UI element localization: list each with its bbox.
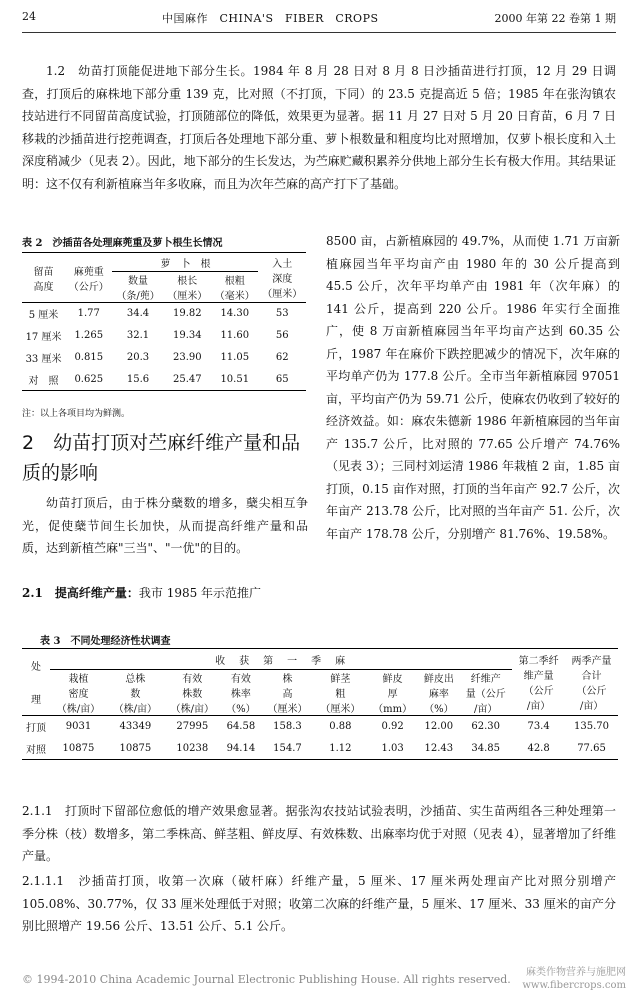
t2-head-text: 根长 xyxy=(177,276,198,287)
t3-head-text: 合计 xyxy=(581,671,602,682)
section-2-1-1-paragraph: 2.1.1 打顶时下留部位愈低的增产效果愈显著。据张沟农技站试验表明，沙插苗、实生苗两组各三种处理第一季分株（枝）数增多，第二季株高、鲜茎粗、鲜皮厚、有效株数、出麻率均优于对照（见表 4），显著增加了纤维产量。 xyxy=(22,804,616,863)
table-cell: 0.815 xyxy=(74,352,104,363)
t2-head-text: （厘米） xyxy=(262,289,303,300)
section-1-2-paragraph: 1.2 幼苗打顶能促进地下部分生长。1984 年 8 月 28 日对 8 月 8 日沙插苗进行打顶，12 月 29 日调查，打顶后的麻株地下部分重 139 克，比对照（不打顶，下同）的 23.5 克提高近 5 倍；1985 年在张沟镇农技站进行不同留苗高度试验，打顶随部位的降低，效果更为显著。据 11 月 27 日对 5 月 20 日育苗，6 月 7 日移栽的沙插苗进行挖蔸调查，打顶后各处理地下部分重、萝卜根数量和粗度均比对照增加，仅萝卜根长度和入土深度稍减少（见表 2）。因此，地下部分的生长发达，为苎麻贮藏积累养分供地上部分生长有极大作用。其结果证明：这不仅有利新植麻当年多收麻，而且为次年苎麻的高产打下了基础。 xyxy=(22,64,616,191)
table-cell: 73.4 xyxy=(527,721,550,733)
watermark-line: 麻类作物营养与施肥网 xyxy=(526,967,626,978)
section-2-paragraph: 幼苗打顶后，由于株分蘖数的增多，蘖尖相互争光，促使蘖节间生长加快，从而提高纤维产量和品质，达到新植苎麻"三当"、"一优"的目的。 xyxy=(22,496,308,555)
t3-head-text: 高 xyxy=(282,689,293,700)
table-cell: 34.4 xyxy=(126,308,150,320)
t2-head-depth xyxy=(258,253,306,303)
t3-sub-head xyxy=(459,670,512,716)
table-cell: 19.82 xyxy=(172,308,202,320)
t2-head-text: 深度 xyxy=(272,274,293,285)
watermark xyxy=(522,966,626,992)
t3-head-text: 理 xyxy=(31,695,41,706)
table-cell: 5 厘米 xyxy=(28,310,59,322)
t2-head-text: 入土 xyxy=(272,259,293,270)
table-cell: 1.77 xyxy=(77,308,100,320)
t3-head-text: /亩） xyxy=(579,701,604,712)
table-cell: 135.70 xyxy=(574,721,610,733)
t3-head-text: 总株 xyxy=(125,674,146,685)
t3-head-chuli xyxy=(22,649,50,716)
table-cell: 0.625 xyxy=(74,373,104,385)
t3-head-text: （株/亩） xyxy=(113,704,158,715)
table-cell: 32.1 xyxy=(126,330,150,341)
table-cell: 43349 xyxy=(119,721,152,733)
table-cell: 20.3 xyxy=(126,352,150,363)
table-2-title: 表 2 沙插苗各处理麻蔸重及萝卜根生长情况 xyxy=(22,238,223,249)
issue-info: 2000 年第 22 卷第 1 期 xyxy=(494,12,616,25)
table-cell: 62 xyxy=(275,352,289,363)
t3-head-text: 厚 xyxy=(387,689,398,700)
t3-head-text: /亩） xyxy=(474,704,498,715)
t2-head-text: 留苗 xyxy=(33,266,54,278)
page-number: 24 xyxy=(22,10,36,23)
t3-head-text: 数 xyxy=(130,689,141,700)
t3-head-text: （厘米） xyxy=(267,704,308,715)
table-cell: 12.43 xyxy=(424,742,454,754)
t3-sub-head xyxy=(164,670,221,716)
table-3-title: 表 3 不同处理经济性状调查 xyxy=(40,636,171,647)
t3-head-text: （公斤 xyxy=(523,686,554,697)
table-cell: 62.30 xyxy=(471,721,501,733)
t3-head-text: 维产量 xyxy=(523,671,554,682)
table-cell: 1.265 xyxy=(74,330,104,341)
t2-head-height xyxy=(22,253,65,303)
journal-name: 中国麻作 CHINA'S FIBER CROPS xyxy=(162,12,379,25)
table-cell: 34.85 xyxy=(471,742,501,754)
t3-head-text: /亩） xyxy=(526,701,551,712)
table-cell: 19.34 xyxy=(172,330,202,341)
t3-sub-head xyxy=(50,670,107,716)
t3-head-text: （厘米） xyxy=(320,704,361,715)
table-cell: 11.60 xyxy=(220,330,250,341)
t3-head-text: 栽植 xyxy=(68,674,89,685)
t3-head-text: 有效 xyxy=(182,674,203,685)
t2-head-length xyxy=(164,272,211,303)
table-3 xyxy=(22,648,618,760)
table-cell: 77.65 xyxy=(577,742,606,754)
copyright-footer: © 1994-2010 China Academic Journal Electronic Publishing House. All rights reserved. xyxy=(22,973,511,986)
t2-head-text: （厘米） xyxy=(167,291,208,302)
table-cell: 10.51 xyxy=(220,373,250,385)
section-2-1-text: 我市 1985 年示范推广 xyxy=(138,586,262,600)
t3-head-text: 株数 xyxy=(182,689,203,700)
section-2-1-label: 2.1 提高纤维产量： xyxy=(22,586,139,600)
right-column-paragraph: 8500 亩，占新植麻园的 49.7%，从而使 1.71 万亩新植麻园当年平均亩产由 1980 年的 30 公斤提高到 45.5 公斤，次年平均单产由 1981 年（次年麻）的 141 公斤，提高到 220 公斤。1986 年实行全面推广，使 8 万亩新植麻园当年平均亩产达到 60.35 公斤，1987 年在麻价下跌控肥减少的情况下，次年麻的平均单产仍为 177.8 公斤。全市当年新植麻园 97051 亩，平均亩产仍为 59.71 公斤，使麻农仍收到了较好的经济效益。如：麻农朱德新 1986 年新植麻园的当年亩产 135.7 公斤，比对照的 77.65 公斤增产 74.76%（见表 3）；三同村刘运清 1986 年栽植 2 亩，1.85 亩打顶，0.15 亩作对照，打顶的当年亩产 92.7 公斤，次年亩产 213.78 公斤，比对照的当年亩产 51. 公斤，次年亩产 178.78 公斤，分别增产 81.76%、19.58%。 xyxy=(326,234,620,541)
table-cell: 33 厘米 xyxy=(25,354,62,365)
table-cell: 1.12 xyxy=(329,742,352,754)
t3-head-text: （公斤 xyxy=(576,686,607,697)
t2-head-text: （条/蔸） xyxy=(116,291,160,302)
t3-head-text: 密度 xyxy=(68,689,89,700)
t3-head-text: （株/亩） xyxy=(170,704,214,715)
table-cell: 0.88 xyxy=(329,721,352,733)
table-cell: 对 照 xyxy=(28,375,59,387)
t2-head-group: 萝 卜 根 xyxy=(112,253,258,272)
table-cell: 10875 xyxy=(62,742,95,754)
table-cell: 56 xyxy=(275,330,289,341)
t3-head-text: 株率 xyxy=(230,689,251,700)
table-cell: 27995 xyxy=(176,721,209,733)
table-cell: 42.8 xyxy=(527,742,550,754)
section-2-heading: 2 幼苗打顶对苎麻纤维产量和品质的影响 xyxy=(22,432,301,484)
t3-head-text: 粗 xyxy=(335,689,346,700)
page-header xyxy=(22,8,616,30)
t2-head-text: 根粗 xyxy=(224,276,245,287)
t3-sub-head xyxy=(418,670,459,716)
section-2-1-1-1-paragraph: 2.1.1.1 沙插苗打顶，收第一次麻（破杆麻）纤维产量，5 厘米、17 厘米两处理亩产比对照分别增产 105.08%、30.77%，仅 33 厘米处理低于对照；收第二次麻的纤维产量，5 厘米、17 厘米、33 厘米的亩产分别比照增产 19.56 公斤、13.51 公斤、5.1 公斤。 xyxy=(22,874,616,933)
table-cell: 64.58 xyxy=(226,721,256,733)
t2-head-text: 数量 xyxy=(128,276,149,287)
t3-head-text: 鲜皮 xyxy=(382,674,403,685)
table-row xyxy=(22,738,618,760)
t2-head-thick xyxy=(211,272,258,303)
t3-head-text: 麻率 xyxy=(428,689,449,700)
t2-head-weight xyxy=(65,253,112,303)
t3-head-text: 鲜皮出 xyxy=(423,674,454,685)
table-cell: 12.00 xyxy=(424,721,454,733)
table-row xyxy=(22,303,306,325)
t3-head-total xyxy=(565,649,618,716)
t3-head-text: 第二季纤 xyxy=(518,656,559,667)
table-cell: 14.30 xyxy=(220,308,250,320)
table-cell: 65 xyxy=(275,373,289,385)
t3-sub-head xyxy=(221,670,261,716)
table-cell: 打顶 xyxy=(26,723,46,735)
t3-head-text: 纤维产 xyxy=(470,674,501,685)
t3-sub-head xyxy=(367,670,419,716)
t3-head-text: 有效 xyxy=(230,674,251,685)
t3-head-text: 两季产量 xyxy=(571,656,612,667)
t2-head-count xyxy=(112,272,163,303)
table-cell: 1.03 xyxy=(381,742,404,754)
t3-head-text: （mm） xyxy=(373,704,413,715)
table-cell: 17 厘米 xyxy=(25,332,62,343)
t3-head-group: 收 获 第 一 季 麻 xyxy=(50,649,512,670)
t3-sub-head xyxy=(107,670,164,716)
table-cell: 53 xyxy=(275,308,289,320)
table-cell: 11.05 xyxy=(220,352,250,363)
table-cell: 158.3 xyxy=(273,721,302,733)
table-cell: 15.6 xyxy=(126,373,150,385)
table-cell: 25.47 xyxy=(172,373,202,385)
table-cell: 对照 xyxy=(26,744,46,756)
table-2 xyxy=(22,252,306,391)
t3-head-text: 量（公斤 xyxy=(465,689,506,700)
t3-head-text: （%） xyxy=(226,704,256,715)
table-cell: 9031 xyxy=(65,721,92,733)
table-row xyxy=(22,347,306,369)
table-cell: 0.92 xyxy=(381,721,404,733)
t2-head-text: （毫米） xyxy=(214,291,255,302)
table-row xyxy=(22,369,306,391)
t3-head-text: 株 xyxy=(282,674,293,685)
t3-sub-head xyxy=(261,670,314,716)
table-cell: 154.7 xyxy=(273,742,302,754)
t3-head-second xyxy=(512,649,565,716)
section-2-1-line xyxy=(22,582,308,605)
table-cell: 94.14 xyxy=(226,742,256,754)
t3-head-text: 鲜茎 xyxy=(330,674,351,685)
table-cell: 10875 xyxy=(119,742,152,754)
table-row xyxy=(22,716,618,738)
t3-head-text: （%） xyxy=(424,704,454,715)
table-2-note: 注：以上各项目均为鲜测。 xyxy=(22,409,131,419)
t3-head-text: （株/亩） xyxy=(56,704,101,715)
header-rule xyxy=(22,32,616,33)
table-cell: 10238 xyxy=(176,742,209,754)
t3-head-text: 处 xyxy=(31,662,41,673)
t3-sub-head xyxy=(314,670,367,716)
table-row xyxy=(22,325,306,347)
table-cell: 23.90 xyxy=(172,352,202,363)
t2-head-text: 麻蔸重 xyxy=(73,266,104,278)
watermark-line: www.fibercrops.com xyxy=(522,980,626,991)
t2-head-text: 高度 xyxy=(33,281,54,293)
t2-head-text: （公斤） xyxy=(68,281,109,293)
